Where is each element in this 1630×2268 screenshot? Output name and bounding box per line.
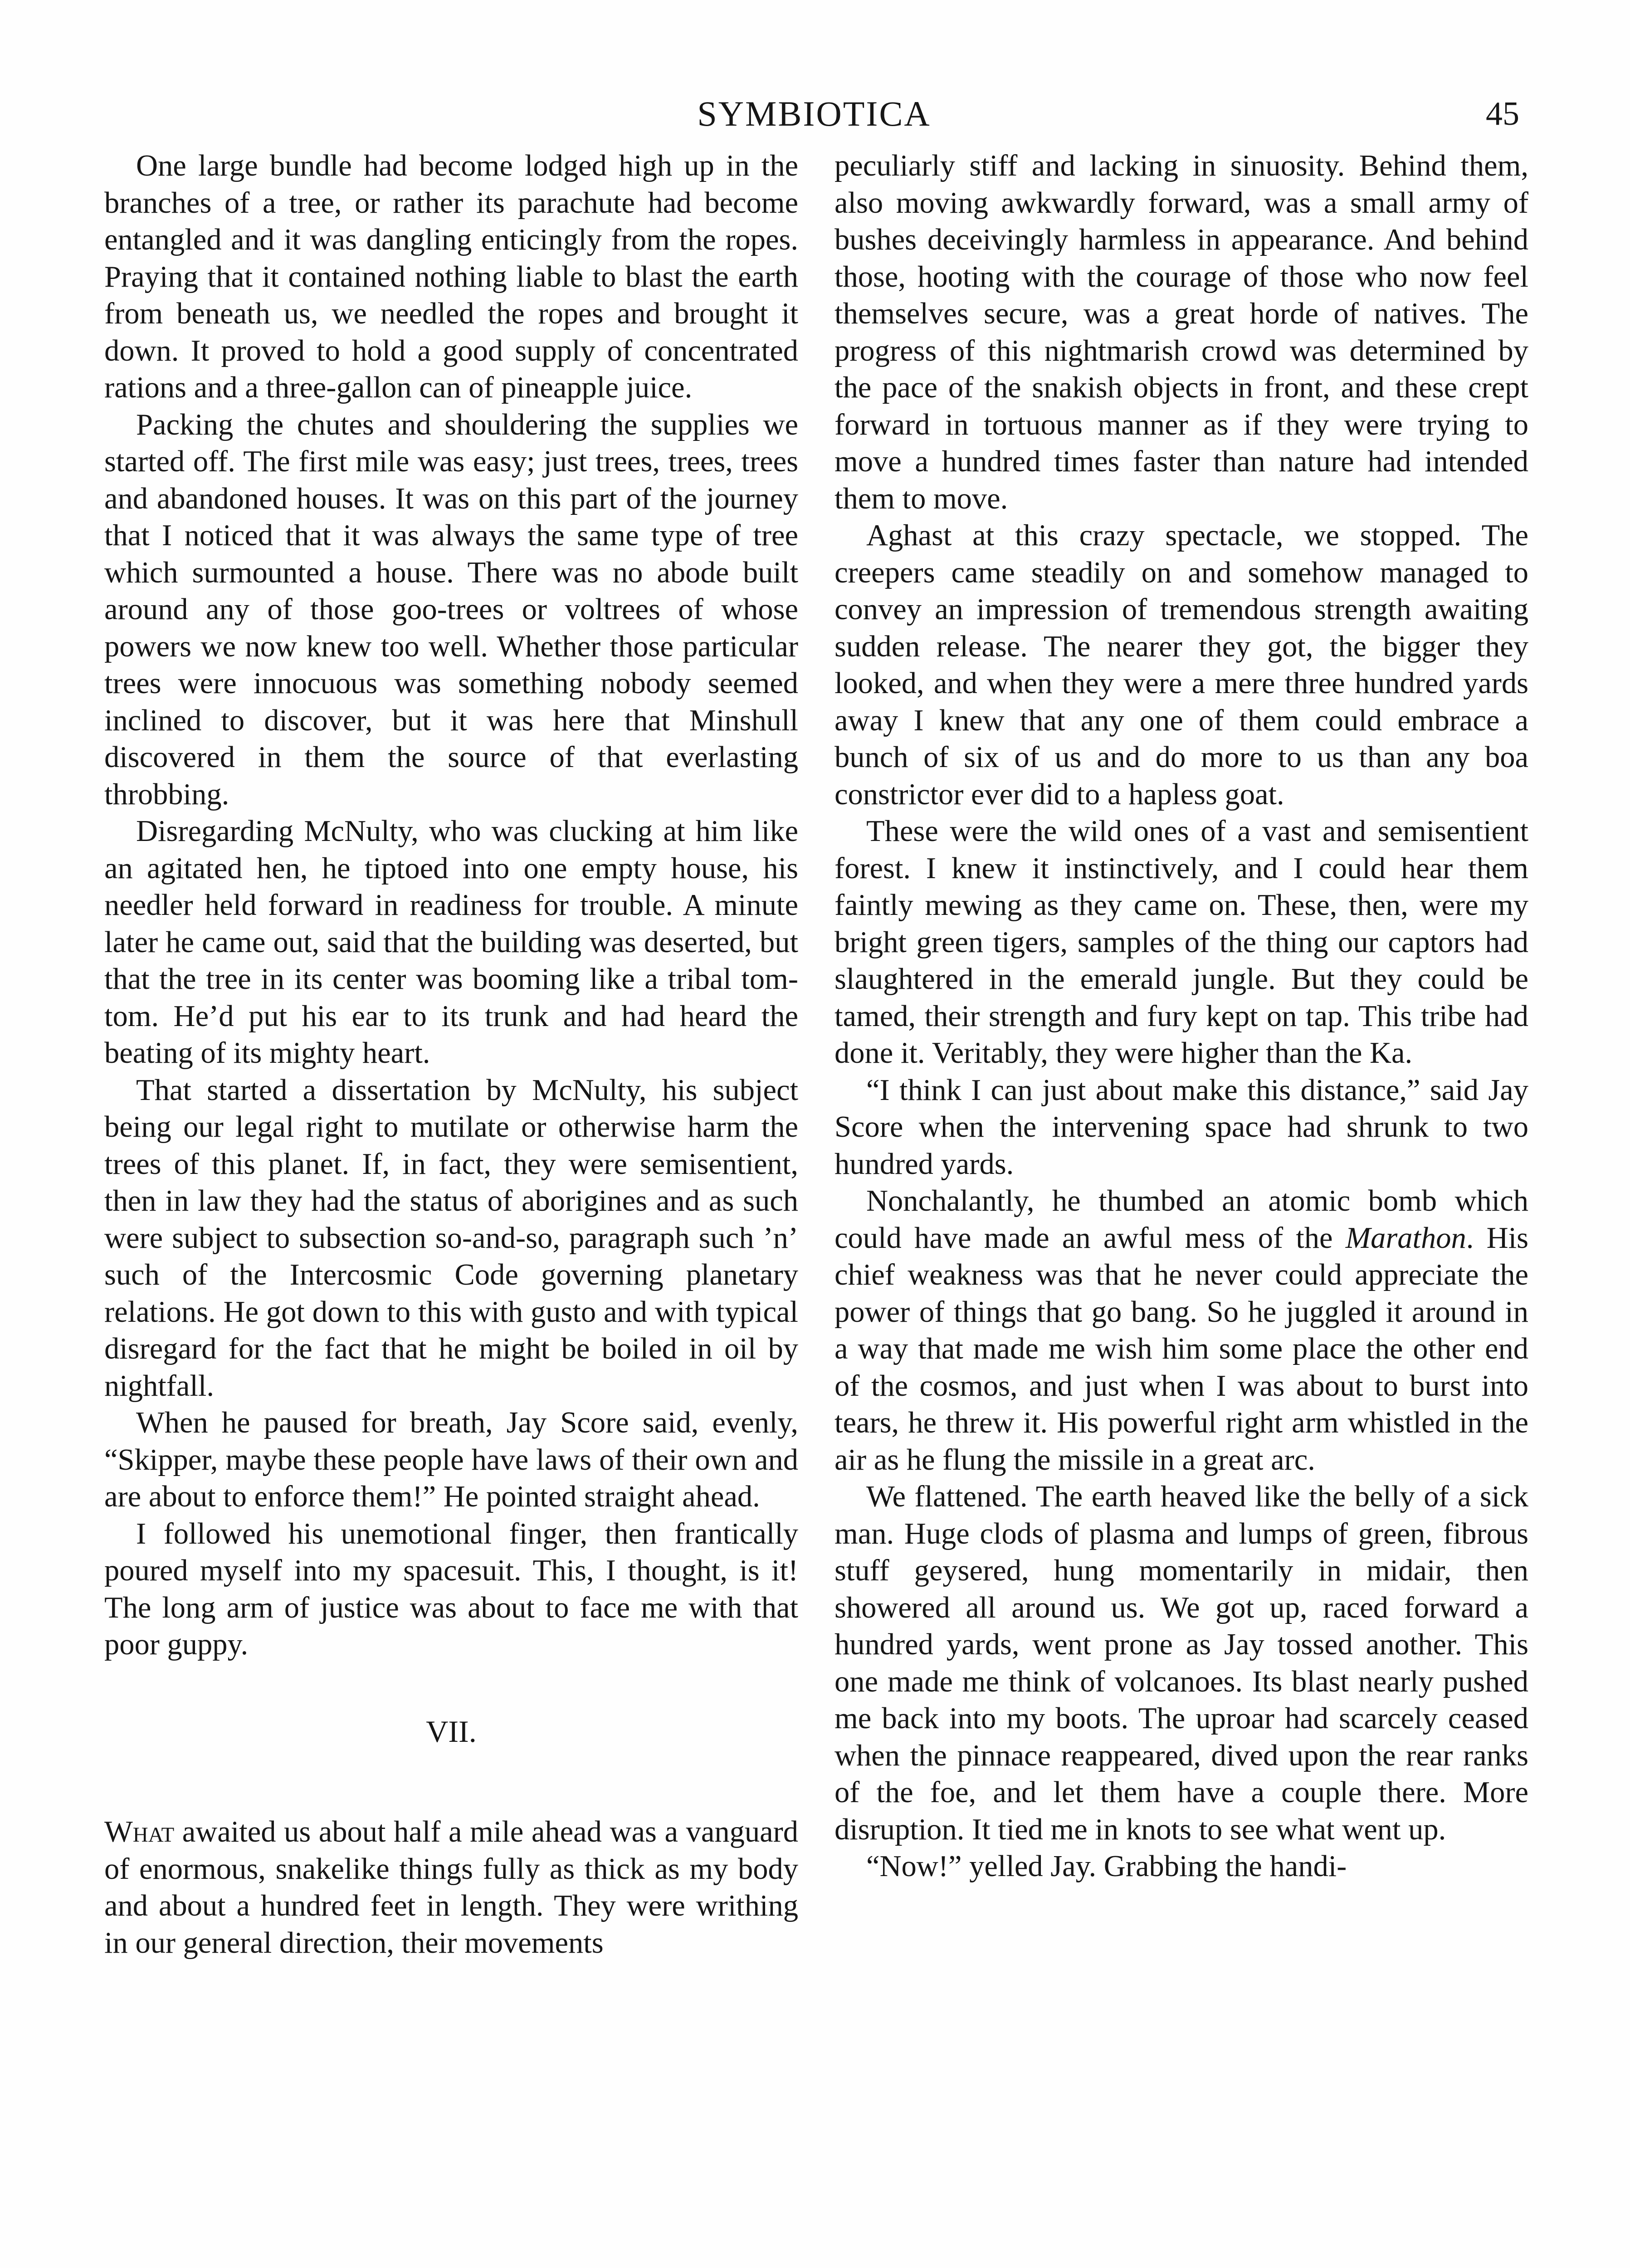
paragraph xyxy=(104,1813,798,1961)
paragraph: One large bundle had become lodged high up in the branches of a tree, or rather its parachute had become entangled and it was dangling enticingly from the ropes. Praying that it contained nothing liable to blast the earth from beneath us, we needled the ropes and brought it down. It proved to hold a good supply of concentrated rations and a three-gallon can of pineapple juice. xyxy=(104,149,798,404)
paragraph: That started a dissertation by McNulty, his subject being our legal right to mutilate or otherwise harm the trees of this planet. If, in fact, they were semisentient, then in law they had the status of aborigines and as such were subject to subsection so-and-so, paragraph such ’n’ such of the Intercosmic Code governing planetary relations. He got down to this with gusto and with typical disregard for the fact that he might be boiled in oil by nightfall. xyxy=(104,1073,798,1403)
paragraph: Disregarding McNulty, who was clucking at him like an agitated hen, he tiptoed into one empty house, his needler held forward in readiness for trouble. A minute later he came out, said that the building was deserted, but that the tree in its center was booming like a tribal tom-tom. He’d put his ear to its trunk and had heard the beating of its mighty heart. xyxy=(104,815,798,1070)
paragraph-text: awaited us about half a mile ahead was a vanguard of enormous, snakelike things fully as thick as my body and about a hundred feet in length. They were writhing in our general direction, their movements xyxy=(104,1815,798,1960)
paragraph: “Now!” yelled Jay. Grabbing the handi- xyxy=(866,1850,1347,1883)
running-title: SYMBIOTICA xyxy=(697,94,931,133)
lead-word: What xyxy=(104,1815,175,1848)
paragraph: I followed his unemotional finger, then frantically poured myself into my spacesuit. This, I thought, is it! The long arm of justice was about to face me with that poor guppy. xyxy=(104,1517,798,1661)
page-header xyxy=(104,89,1524,139)
right-column xyxy=(835,147,1528,1885)
paragraph: When he paused for breath, Jay Score said, evenly, “Skipper, maybe these people have laws of their own and are about to enforce them!” He pointed straight ahead. xyxy=(104,1406,798,1513)
paragraph: Aghast at this crazy spectacle, we stopped. The creepers came steadily on and somehow managed to convey an impression of tremendous strength awaiting sudden release. The nearer they got, the bigger they looked, and when they were a mere three hundred yards away I knew that any one of them could embrace a bunch of six of us and do more to us than any boa constrictor ever did to a hapless goat. xyxy=(835,519,1528,811)
ship-name: Marathon xyxy=(1345,1221,1466,1255)
paragraph: These were the wild ones of a vast and semisentient forest. I knew it instinctively, and I could hear them faintly mewing as they came on. These, then, were my bright green tigers, samples of the thing our captors had slaughtered in the emerald jungle. But they could be tamed, their strength and fury kept on tap. This tribe had done it. Veritably, they were higher than the Ka. xyxy=(835,815,1528,1070)
page-number: 45 xyxy=(1486,95,1519,132)
paragraph: We flattened. The earth heaved like the belly of a sick man. Huge clods of plasma and lumps of green, fibrous stuff geysered, hung momentarily in midair, then showered all around us. We got up, raced forward a hundred yards, went prone as Jay tossed another. This one made me think of volcanoes. Its blast nearly pushed me back into my boots. The uproar had scarcely ceased when the pinnace reappeared, dived upon the rear ranks of the foe, and let them have a couple there. More disruption. It tied me in knots to see what went up. xyxy=(835,1480,1528,1846)
left-column xyxy=(104,147,798,1961)
paragraph xyxy=(835,1183,1528,1478)
paragraph-text: Nonchalantly, he thumbed an atomic bomb which could have made an awful mess of the xyxy=(835,1184,1528,1255)
paragraph: “I think I can just about make this distance,” said Jay Score when the intervening space had shrunk to two hundred yards. xyxy=(835,1073,1528,1181)
paragraph: Packing the chutes and shouldering the supplies we started off. The first mile was easy; just trees, trees, trees and abandoned houses. It was on this part of the journey that I noticed that it was always the same type of tree which surmounted a house. There was no abode built around any of those goo-trees or voltrees of whose powers we now knew too well. Whether those particular trees were innocuous was something nobody seemed inclined to discover, but it was here that Minshull discovered in them the source of that everlasting throbbing. xyxy=(104,408,798,811)
section-heading: VII. xyxy=(426,1714,477,1749)
paragraph: peculiarly stiff and lacking in sinuosity. Behind them, also moving awkwardly forward, was a small army of bushes deceivingly harmless in appearance. And behind those, hooting with the courage of those who now feel themselves secure, was a great horde of natives. The progress of this nightmarish crowd was determined by the pace of the snakish objects in front, and these crept forward in tortuous manner as if they were trying to move a hundred times faster than nature had intended them to move. xyxy=(835,149,1528,515)
paragraph-text: . His chief weakness was that he never could appreciate the power of things that go bang. So he juggled it around in a way that made me wish him some place the other end of the cosmos, and just when I was about to burst into tears, he threw it. His powerful right arm whistled in the air as he flung the missile in a great arc. xyxy=(835,1221,1528,1476)
